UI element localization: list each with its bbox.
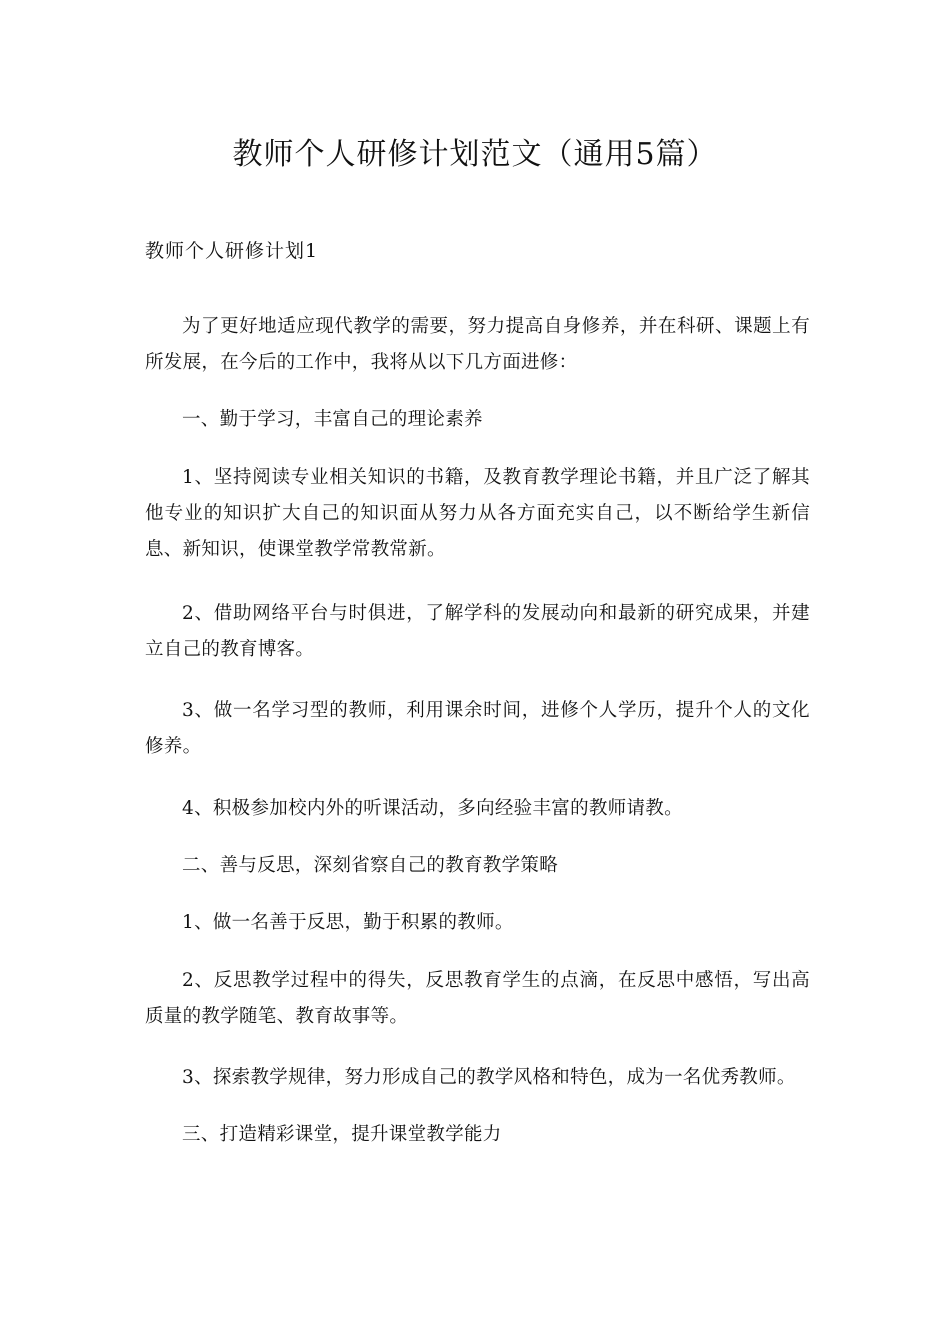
heading-part-2: 二、善与反思，深刻省察自己的教育教学策略	[182, 855, 559, 876]
document-title: 教师个人研修计划范文（通用5篇）	[232, 137, 718, 172]
paragraph-item-1-3: 3、做一名学习型的教师，利用课余时间，进修个人学历，提升个人的文化修养。	[145, 700, 810, 757]
paragraph-item-2-3: 3、探索教学规律，努力形成自己的教学风格和特色，成为一名优秀教师。	[182, 1067, 796, 1088]
paragraph-item-1-4: 4、积极参加校内外的听课活动，多向经验丰富的教师请教。	[182, 798, 683, 819]
heading-part-1: 一、勤于学习，丰富自己的理论素养	[182, 409, 483, 430]
paragraph-intro: 为了更好地适应现代教学的需要，努力提高自身修养，并在科研、课题上有所发展，在今后的工作中，我将从以下几方面进修：	[145, 316, 810, 373]
heading-part-3: 三、打造精彩课堂，提升课堂教学能力	[182, 1124, 502, 1145]
paragraph-item-1-1: 1、坚持阅读专业相关知识的书籍，及教育教学理论书籍，并且广泛了解其他专业的知识扩大自己的知识面从努力从各方面充实自己，以不断给学生新信息、新知识，使课堂教学常教常新。	[145, 467, 810, 560]
paragraph-item-1-2: 2、借助网络平台与时俱进，了解学科的发展动向和最新的研究成果，并建立自己的教育博客。	[145, 603, 810, 660]
section-heading: 教师个人研修计划1	[145, 240, 319, 262]
paragraph-item-2-1: 1、做一名善于反思，勤于积累的教师。	[182, 912, 514, 933]
paragraph-item-2-2: 2、反思教学过程中的得失，反思教育学生的点滴，在反思中感悟，写出高质量的教学随笔、教育故事等。	[145, 970, 810, 1027]
